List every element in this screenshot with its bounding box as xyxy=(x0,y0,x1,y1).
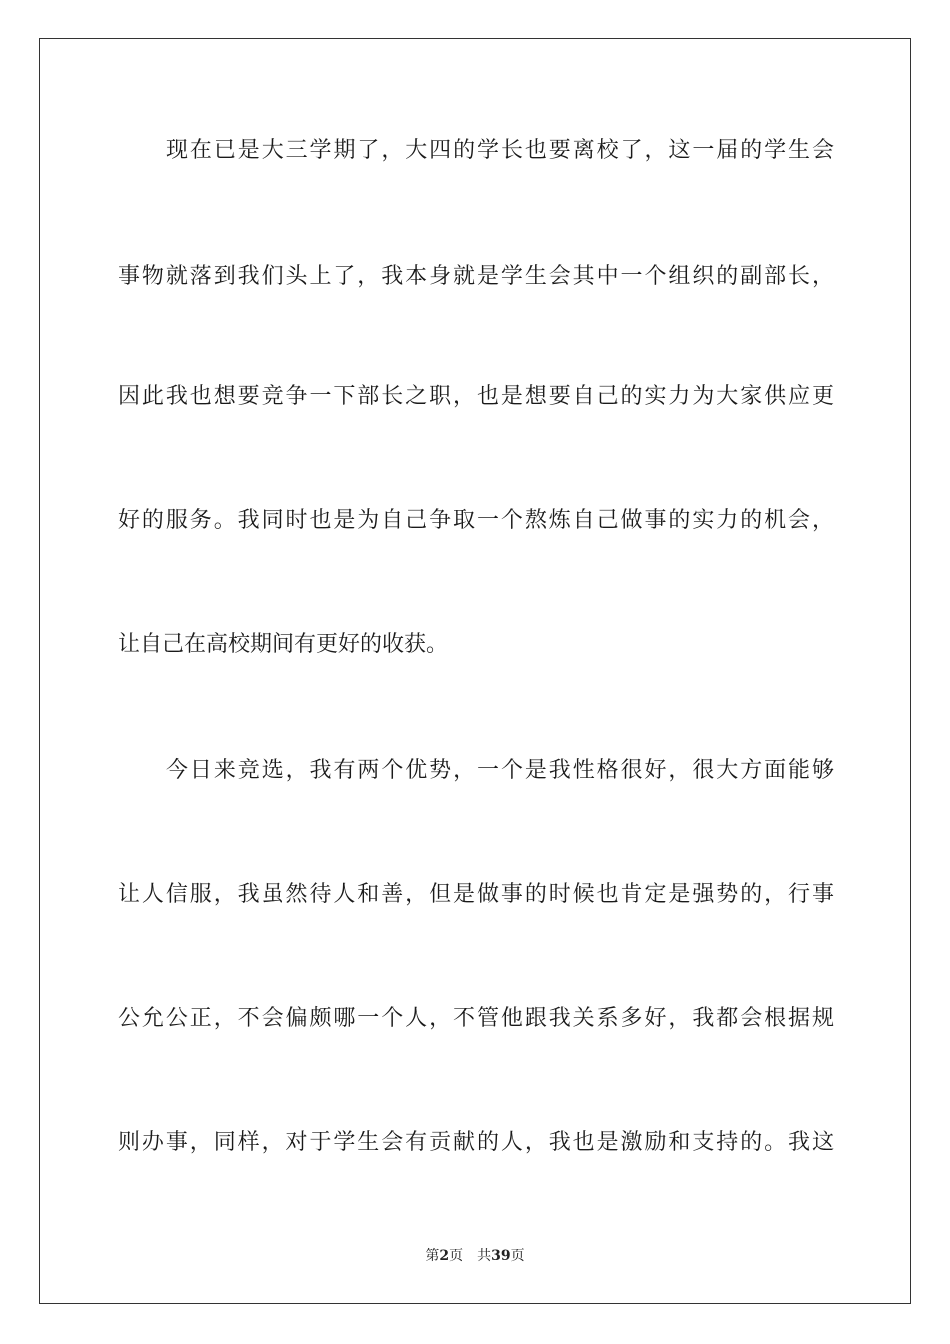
paragraph-2-line-3: 公允公正，不会偏颇哪一个人，不管他跟我关系多好，我都会根据规 xyxy=(118,1006,834,1031)
paragraph-1-line-3: 因此我也想要竞争一下部长之职，也是想要自己的实力为大家供应更 xyxy=(118,384,834,409)
total-prefix: 共 xyxy=(477,1248,492,1264)
page-prefix: 第 xyxy=(425,1248,440,1264)
paragraph-2-line-4: 则办事，同样，对于学生会有贡献的人，我也是激励和支持的。我这 xyxy=(118,1130,834,1155)
paragraph-2-line-2: 让人信服，我虽然待人和善，但是做事的时候也肯定是强势的，行事 xyxy=(118,882,834,907)
paragraph-1-line-4: 好的服务。我同时也是为自己争取一个熬炼自己做事的实力的机会， xyxy=(118,508,834,533)
paragraph-1-line-5: 让自己在高校期间有更好的收获。 xyxy=(118,632,449,657)
paragraph-2-line-1: 今日来竞选，我有两个优势，一个是我性格很好，很大方面能够 xyxy=(166,758,834,783)
total-suffix: 页 xyxy=(510,1248,525,1264)
total-pages: 39 xyxy=(491,1248,511,1264)
paragraph-1-line-1: 现在已是大三学期了，大四的学长也要离校了，这一届的学生会 xyxy=(166,138,834,163)
page-number: 2 xyxy=(439,1248,450,1264)
paragraph-1-line-2: 事物就落到我们头上了，我本身就是学生会其中一个组织的副部长， xyxy=(118,264,834,289)
page-footer xyxy=(0,1246,950,1266)
page-suffix: 页 xyxy=(449,1248,464,1264)
page-frame xyxy=(39,38,911,1304)
